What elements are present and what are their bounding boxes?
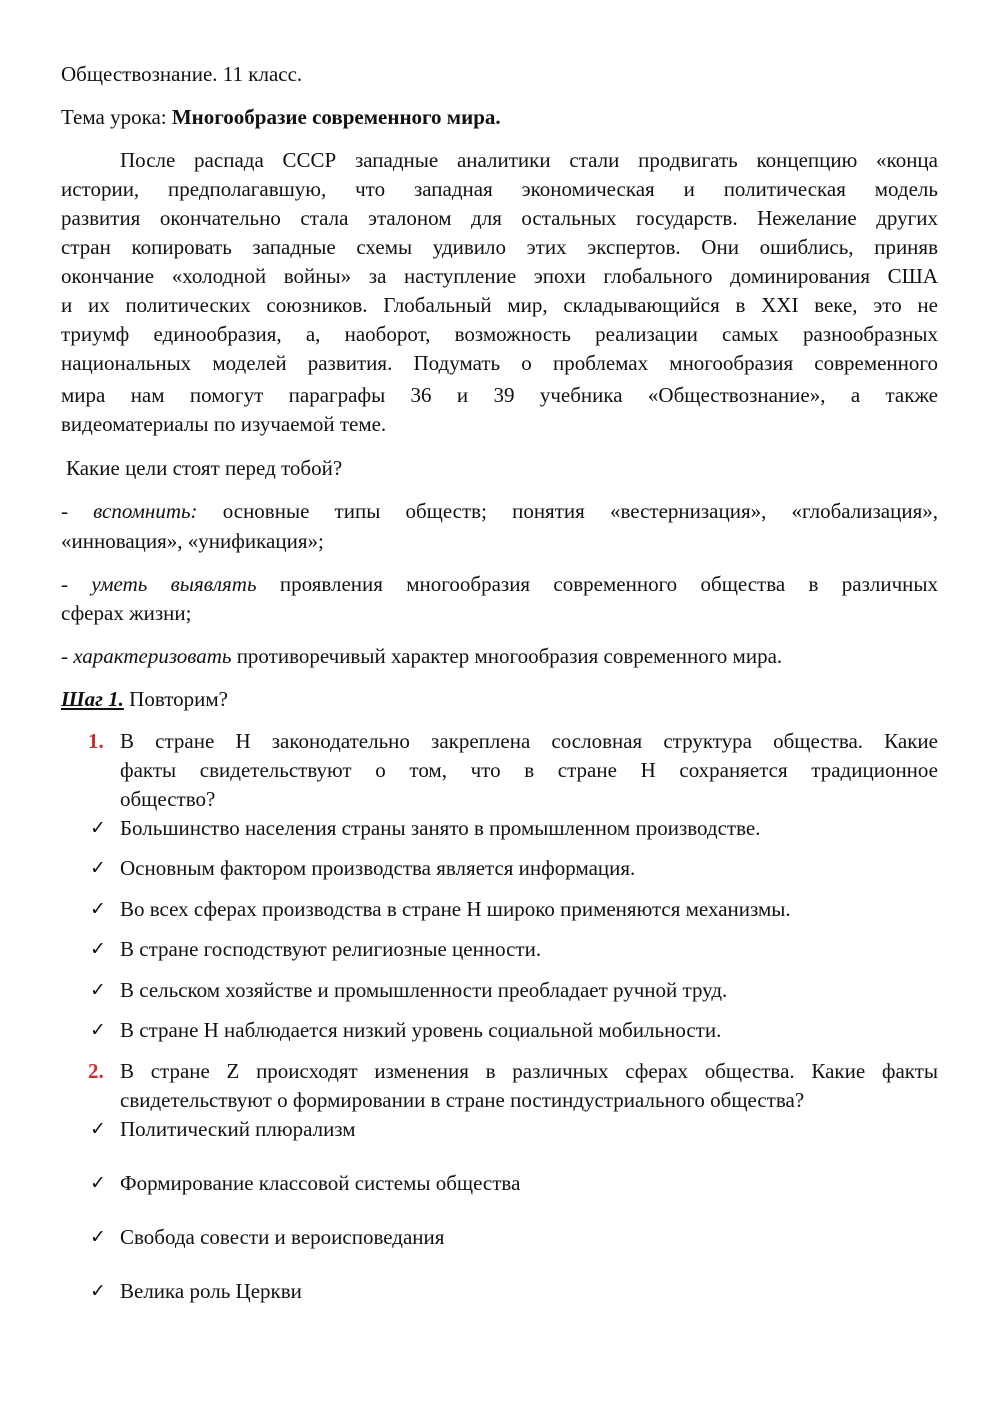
answer-option[interactable]: Во всех сферах производства в стране Н широко применяются механизмы. [120, 897, 791, 921]
check-icon: ✓ [90, 1118, 106, 1140]
goal-keyword: характеризовать [73, 644, 232, 668]
answer-option[interactable]: В сельском хозяйстве и промышленности преобладает ручной труд. [120, 978, 728, 1002]
intro-line: истории, предполагавшую, что западная экономическая и политическая модель [61, 177, 938, 201]
answer-option[interactable]: Большинство населения страны занято в промышленном производстве. [120, 816, 761, 840]
intro-line: и их политических союзников. Глобальный мир, складывающийся в XXI веке, это не [61, 293, 938, 317]
intro-paragraph [61, 146, 938, 439]
question-2-line: В стране Z происходят изменения в различных сферах общества. Какие факты [120, 1059, 938, 1083]
check-icon: ✓ [90, 1280, 106, 1302]
answer-option[interactable]: Формирование классовой системы общества [120, 1171, 521, 1195]
answer-option[interactable]: В стране Н наблюдается низкий уровень социальной мобильности. [120, 1018, 722, 1042]
question-number: 1. [88, 729, 104, 753]
goals-question: Какие цели стоят перед тобой? [66, 456, 343, 480]
topic-line [61, 103, 938, 132]
goal-dash: - [61, 644, 74, 668]
goal-identify [61, 570, 938, 599]
intro-line: национальных моделей развития. Подумать о проблемах многообразия современного [61, 351, 938, 375]
intro-line: окончание «холодной войны» за наступление эпохи глобального доминирования США [61, 264, 938, 288]
goal-characterize [61, 642, 938, 671]
check-icon: ✓ [90, 857, 106, 879]
answer-option[interactable]: Велика роль Церкви [120, 1279, 302, 1303]
check-icon: ✓ [90, 938, 106, 960]
question-1-line: факты свидетельствуют о том, что в стране Н сохраняется традиционное [120, 758, 938, 782]
goal-text: противоречивый характер многообразия современного мира. [231, 644, 783, 668]
answer-option[interactable]: Свобода совести и вероисповедания [120, 1225, 445, 1249]
subject-line: Обществознание. 11 класс. [61, 62, 303, 86]
intro-line: мира нам помогут параграфы 36 и 39 учебника «Обществознание», а также [61, 383, 938, 407]
check-icon: ✓ [90, 1172, 106, 1194]
intro-line: видеоматериалы по изучаемой теме. [61, 412, 387, 436]
goal-dash: - [61, 499, 94, 523]
answer-option[interactable]: Основным фактором производства является информация. [120, 856, 636, 880]
step-label: Шаг 1. [61, 687, 124, 711]
goal-text: проявления многообразия современного общества в различных [256, 572, 939, 596]
intro-line: триумф единообразия, а, наоборот, возможность реализации самых разнообразных [61, 322, 938, 346]
answer-option[interactable]: В стране господствуют религиозные ценности. [120, 937, 542, 961]
question-number: 2. [88, 1059, 104, 1083]
question-1-line: общество? [120, 787, 216, 811]
intro-line: После распада СССР западные аналитики стали продвигать концепцию «конца [120, 148, 938, 172]
check-icon: ✓ [90, 898, 106, 920]
intro-line: развития окончательно стала эталоном для остальных государств. Нежелание других [61, 206, 938, 230]
question-1-line: В стране Н законодательно закреплена сословная структура общества. Какие [120, 729, 938, 753]
goal-identify-cont: сферах жизни; [61, 601, 192, 625]
step-text: Повторим? [123, 687, 228, 711]
goal-keyword: вспомнить: [93, 499, 198, 523]
check-icon: ✓ [90, 1019, 106, 1041]
intro-line: стран копировать западные схемы удивило этих экспертов. Они ошиблись, приняв [61, 235, 938, 259]
goal-text: основные типы обществ; понятия «вестернизация», «глобализация», [197, 499, 938, 523]
topic-title: Многообразие современного мира. [171, 105, 501, 129]
goal-remember [61, 497, 938, 526]
question-2-line: свидетельствуют о формировании в стране постиндустриального общества? [120, 1088, 805, 1112]
goal-keyword: уметь выявлять [91, 572, 257, 596]
answer-option[interactable]: Политический плюрализм [120, 1117, 356, 1141]
check-icon: ✓ [90, 817, 106, 839]
topic-label: Тема урока: [61, 105, 172, 129]
goal-remember-cont: «инновация», «унификация»; [61, 529, 324, 553]
step-heading [61, 685, 938, 714]
check-icon: ✓ [90, 979, 106, 1001]
check-icon: ✓ [90, 1226, 106, 1248]
goal-dash: - [61, 572, 92, 596]
